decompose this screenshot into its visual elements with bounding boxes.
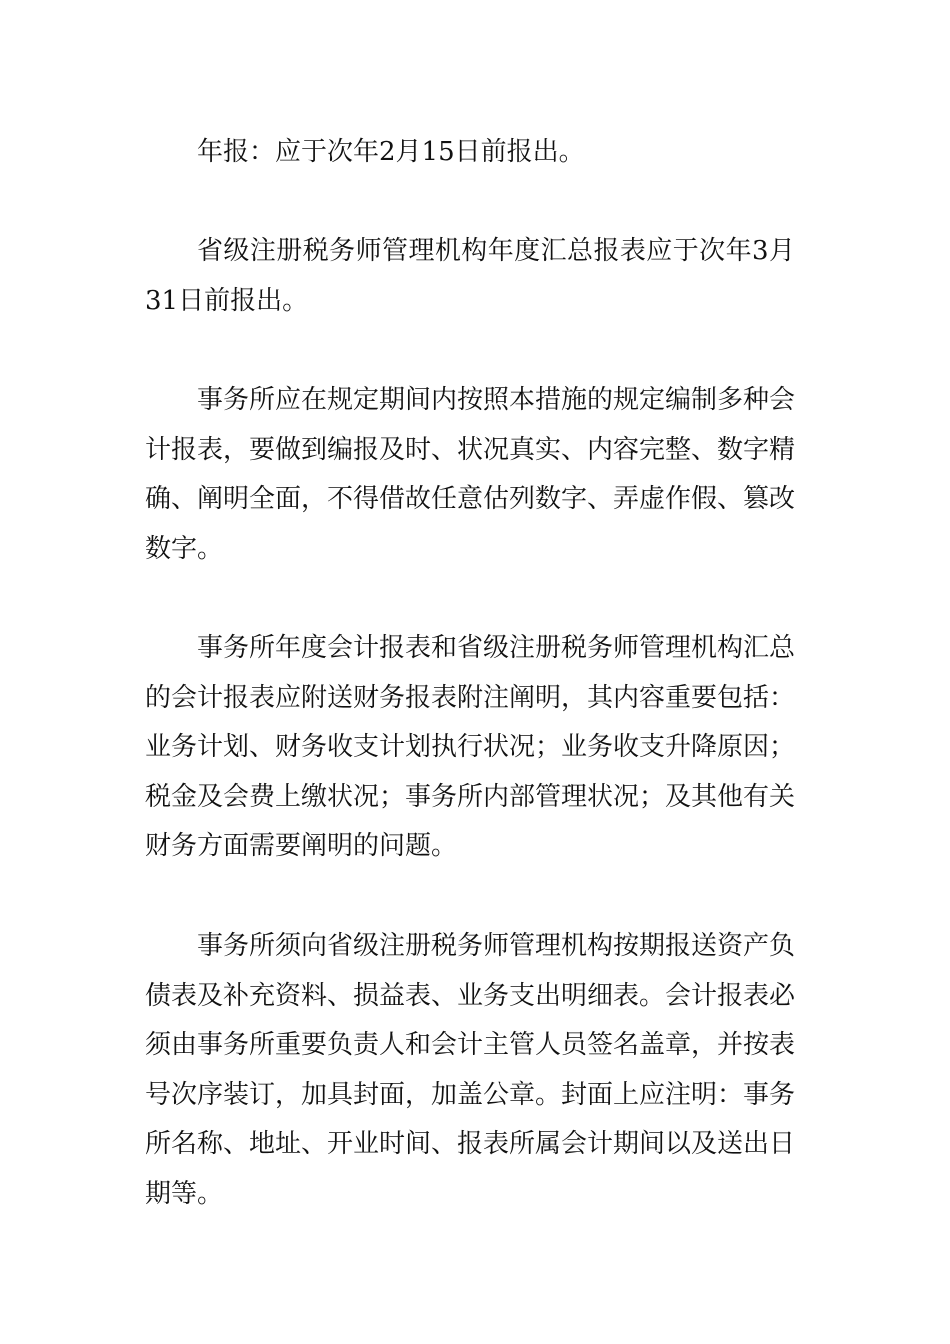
paragraph-provincial-summary-deadline: 省级注册税务师管理机构年度汇总报表应于次年3月31日前报出。 bbox=[145, 236, 795, 316]
paragraph-report-preparation-rules: 事务所应在规定期间内按照本措施的规定编制多种会计报表，要做到编报及时、状况真实、内容完整、数字精确、阐明全面，不得借故任意估列数字、弄虚作假、篡改数字。 bbox=[145, 385, 796, 564]
paragraph-annual-report-deadline: 年报：应于次年2月15日前报出。 bbox=[197, 137, 585, 167]
paragraph-report-submission-requirements: 事务所须向省级注册税务师管理机构按期报送资产负债表及补充资料、损益表、业务支出明细表。会计报表必须由事务所重要负责人和会计主管人员签名盖章，并按表号次序装订，加具封面，加盖公章。封面上应注明：事务所名称、地址、开业时间、报表所属会计期间以及送出日期等。 bbox=[145, 931, 796, 1209]
paragraph-report-notes-content: 事务所年度会计报表和省级注册税务师管理机构汇总的会计报表应附送财务报表附注阐明，其内容重要包括：业务计划、财务收支计划执行状况；业务收支升降原因；税金及会费上缴状况；事务所内部管理状况；及其他有关财务方面需要阐明的问题。 bbox=[145, 633, 796, 862]
